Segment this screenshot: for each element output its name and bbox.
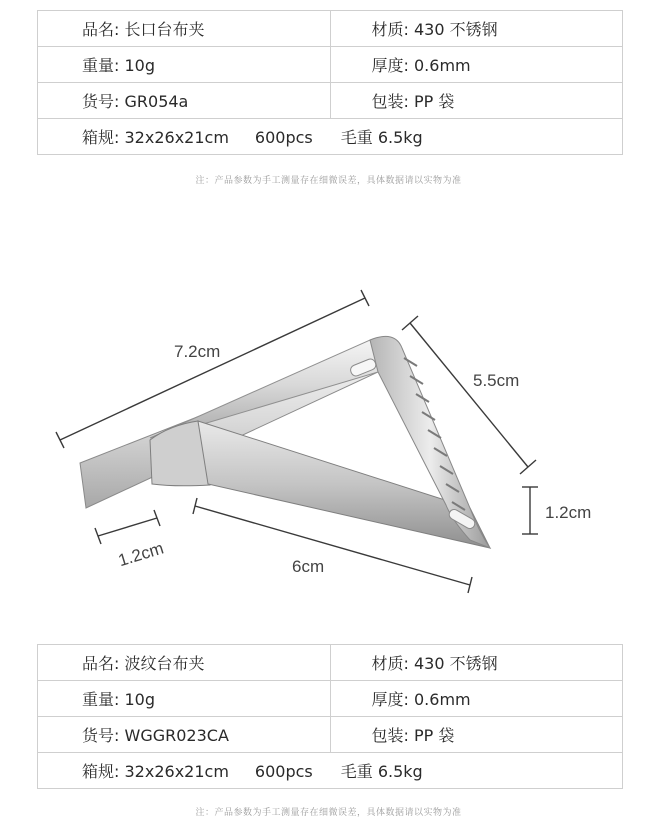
- table-row: [38, 717, 623, 753]
- dimension-label-clip-height: 1.2cm: [545, 503, 592, 522]
- spec-table-bottom: [37, 644, 623, 789]
- spec-cell: 品名: 波纹台布夹: [38, 645, 331, 681]
- dimension-label-tab-width: 1.2cm: [115, 538, 166, 571]
- dimension-label-side-length: 5.5cm: [473, 371, 520, 390]
- spec-cell: 品名: 长口台布夹: [38, 11, 331, 47]
- measurement-note: 注：产品参数为手工测量存在细微误差，具体数据请以实物为准: [195, 176, 462, 186]
- table-row: [38, 753, 623, 789]
- table-row: [38, 645, 623, 681]
- spec-cell: 材质: 430 不锈钢: [330, 11, 623, 47]
- spec-cell: 重量: 10g: [38, 681, 331, 717]
- spec-cell: 包装: PP 袋: [330, 83, 623, 119]
- carton-spec-cell: 箱规: 32x26x21cm 600pcs 毛重 6.5kg: [38, 753, 623, 789]
- table-row: [38, 11, 623, 47]
- dimension-label-base-length: 6cm: [292, 557, 325, 576]
- spec-cell: 重量: 10g: [38, 47, 331, 83]
- dimension-label-total-length: 7.2cm: [174, 342, 221, 361]
- table-row: [38, 83, 623, 119]
- product-dimension-diagram: [0, 280, 657, 610]
- carton-spec-cell: 箱规: 32x26x21cm 600pcs 毛重 6.5kg: [38, 119, 623, 155]
- measurement-note: 注：产品参数为手工测量存在细微误差，具体数据请以实物为准: [195, 808, 462, 818]
- table-clip-image: [80, 336, 490, 548]
- spec-table-top: [37, 10, 623, 155]
- spec-cell: 厚度: 0.6mm: [330, 47, 623, 83]
- table-row: [38, 681, 623, 717]
- spec-cell: 包装: PP 袋: [330, 717, 623, 753]
- spec-cell: 货号: GR054a: [38, 83, 331, 119]
- spec-cell: 材质: 430 不锈钢: [330, 645, 623, 681]
- table-row: [38, 47, 623, 83]
- spec-cell: 厚度: 0.6mm: [330, 681, 623, 717]
- spec-cell: 货号: WGGR023CA: [38, 717, 331, 753]
- table-row: [38, 119, 623, 155]
